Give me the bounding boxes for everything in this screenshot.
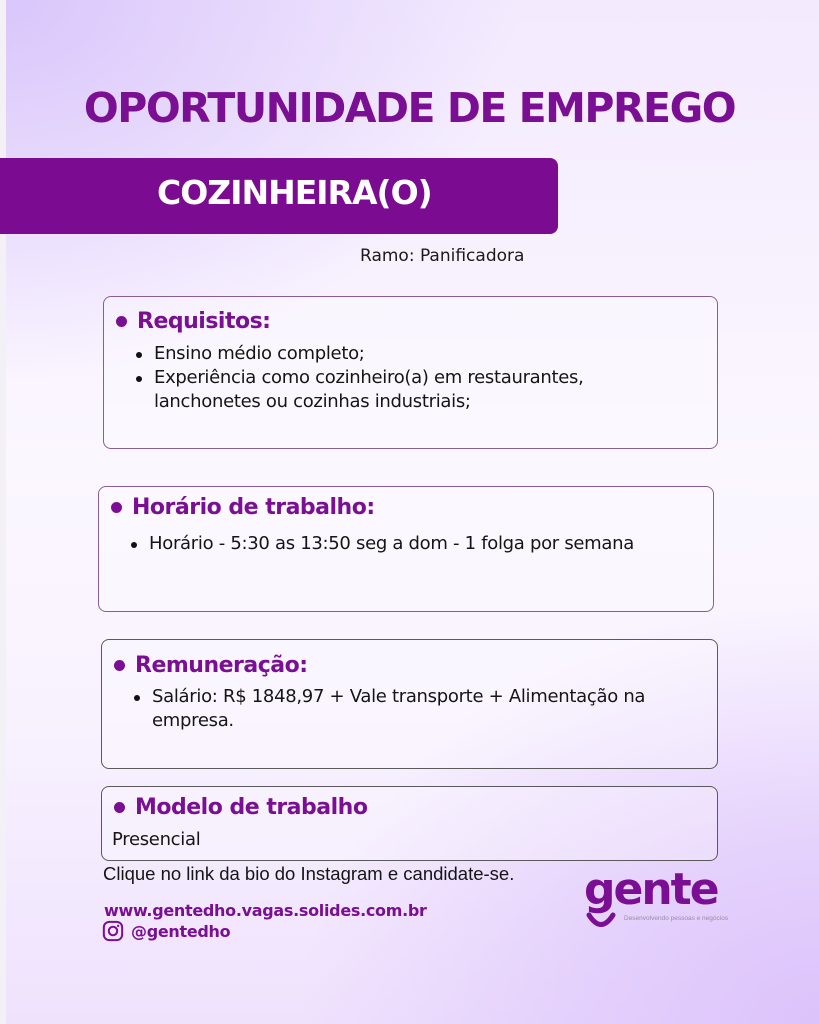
logo-wordmark: gente <box>584 864 718 915</box>
job-title-banner <box>0 158 558 234</box>
gente-logo <box>584 864 729 938</box>
bullet-dot-icon <box>116 316 127 327</box>
call-to-action: Clique no link da bio do Instagram e candidate-se. <box>103 863 515 884</box>
salary-heading-text: Remuneração: <box>135 653 308 678</box>
page-title: OPORTUNIDADE DE EMPREGO <box>83 84 736 132</box>
logo-smile-icon <box>586 912 616 934</box>
job-title: COZINHEIRA(O) <box>157 173 432 212</box>
requirements-heading-text: Requisitos: <box>137 309 271 334</box>
instagram-handle: @gentedho <box>131 921 231 941</box>
bullet-dot-icon <box>114 802 125 813</box>
work-model-value: Presencial <box>112 829 201 850</box>
requirements-heading <box>116 309 270 334</box>
work-model-heading <box>114 795 367 820</box>
instagram-icon <box>102 920 124 942</box>
salary-list <box>132 685 707 733</box>
left-edge-strip <box>0 0 6 1024</box>
work-model-heading-text: Modelo de trabalho <box>135 795 368 820</box>
schedule-heading-text: Horário de trabalho: <box>132 495 375 520</box>
list-item: Ensino médio completo; <box>134 342 694 366</box>
schedule-card <box>98 486 714 612</box>
bullet-dot-icon <box>114 660 125 671</box>
instagram-link[interactable] <box>102 920 230 942</box>
website-link[interactable]: www.gentedho.vagas.solides.com.br <box>104 901 427 920</box>
requirements-card <box>103 296 718 449</box>
schedule-list <box>129 532 719 556</box>
work-model-card <box>101 786 718 861</box>
bullet-dot-icon <box>111 502 122 513</box>
logo-tagline: Desenvolvendo pessoas e negócios <box>624 915 729 922</box>
list-item: Salário: R$ 1848,97 + Vale transporte + Alimentação na empresa. <box>132 685 707 733</box>
schedule-heading <box>111 495 375 520</box>
list-item: Horário - 5:30 as 13:50 seg a dom - 1 folga por semana <box>129 532 719 556</box>
list-item: Experiência como cozinheiro(a) em restaurantes, lanchonetes ou cozinhas industriais; <box>134 366 694 414</box>
requirements-list <box>134 342 694 414</box>
salary-heading <box>114 653 308 678</box>
industry-label: Ramo: Panificadora <box>360 246 525 266</box>
salary-card <box>101 639 718 769</box>
